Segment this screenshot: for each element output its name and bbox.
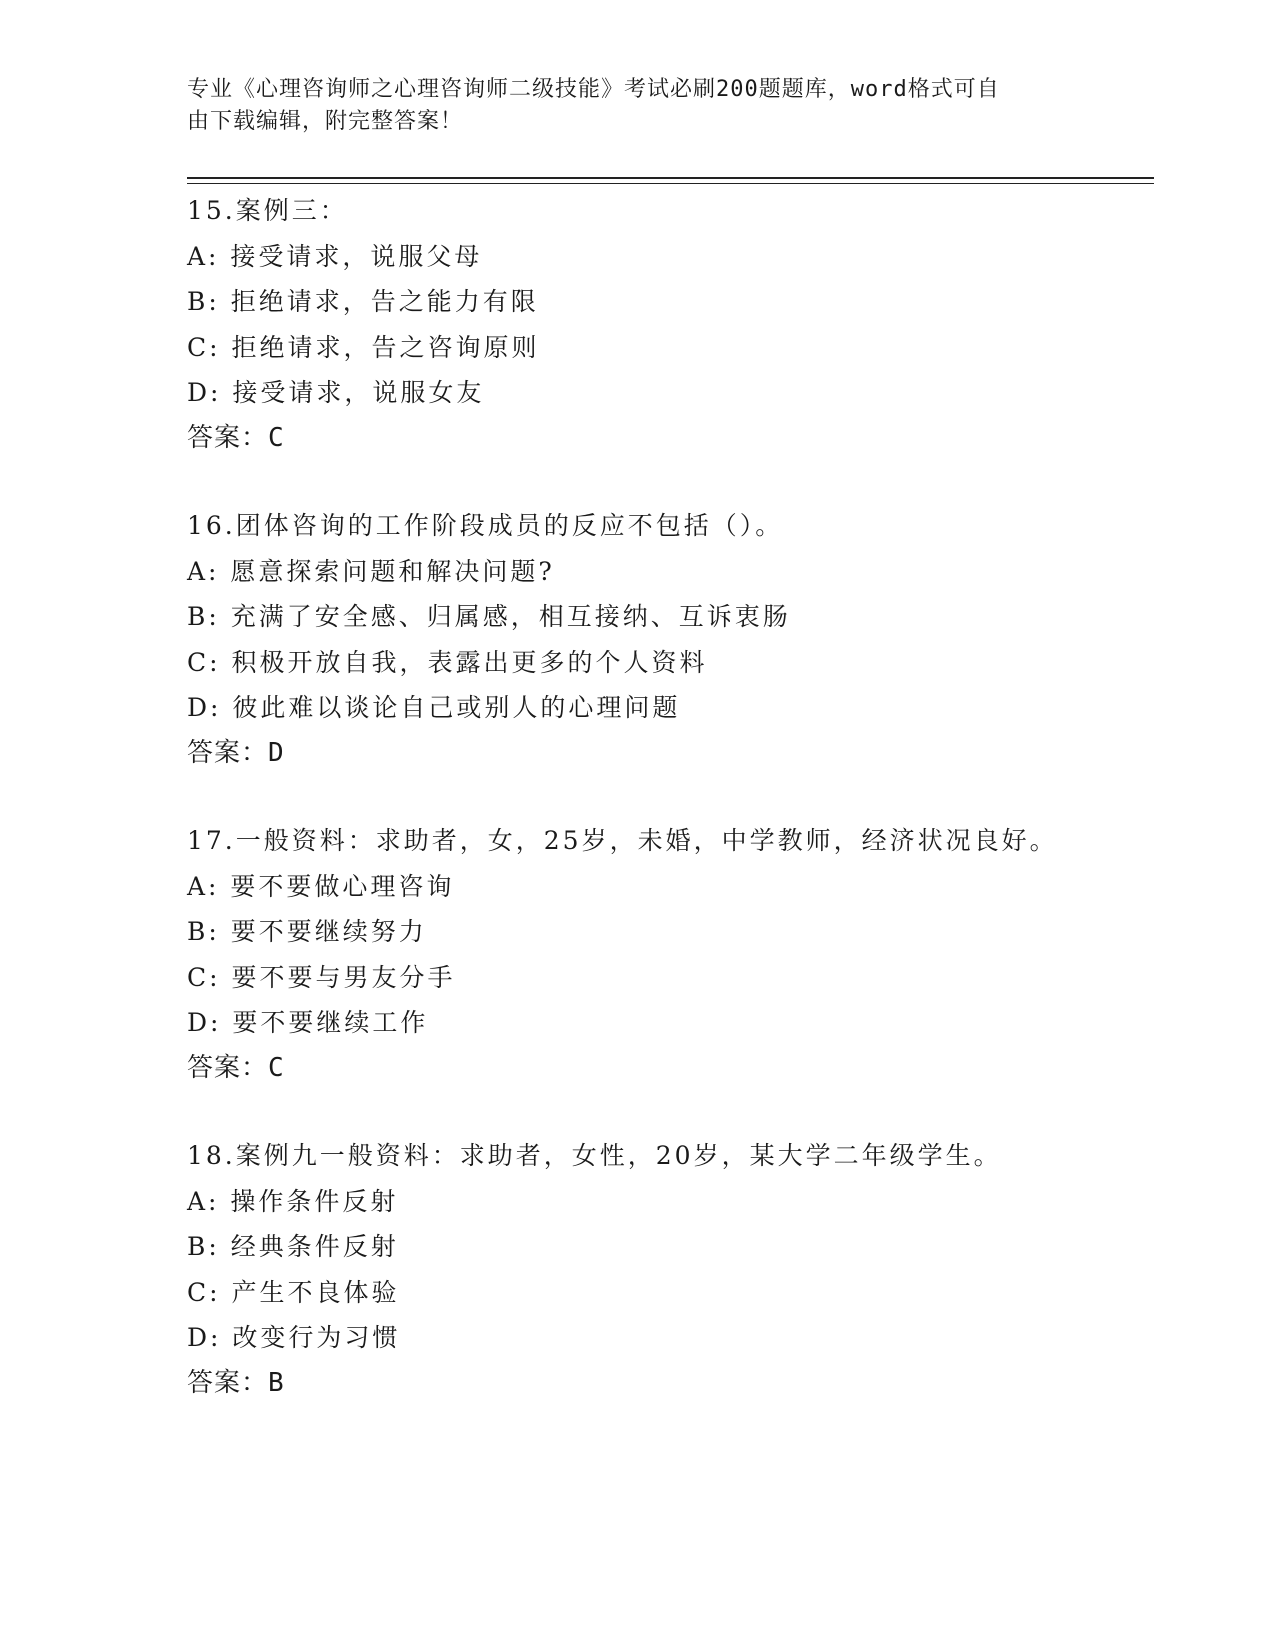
option-b: B: 拒绝请求，告之能力有限 [187,287,539,316]
option-c: C: 积极开放自我，表露出更多的个人资料 [187,647,708,677]
option-c: C: 产生不良体验 [187,1277,400,1307]
option-c: C: 要不要与男友分手 [187,962,456,992]
option-a: A: 操作条件反射 [187,1186,399,1216]
answer-line: 答案：C [187,422,285,453]
option-b: B: 经典条件反射 [187,1232,399,1261]
answer-line: 答案：B [187,1367,285,1398]
option-a: A: 要不要做心理咨询 [187,871,455,901]
option-b: B: 充满了安全感、归属感，相互接纳、互诉衷肠 [187,602,791,631]
question-stem: 18.案例九一般资料：求助者，女性，20岁，某大学二年级学生。 [187,1141,1002,1170]
option-d: D: 接受请求，说服女友 [187,378,485,407]
header-title-line-2: 由下载编辑，附完整答案！ [187,109,464,134]
header-divider-thick [187,177,1154,179]
question-stem: 15.案例三： [187,196,348,225]
option-a: A: 接受请求，说服父母 [187,241,483,271]
option-d: D: 彼此难以谈论自己或别人的心理问题 [187,693,681,722]
header-title-line-1: 专业《心理咨询师之心理咨询师二级技能》考试必刷200题题库，word格式可自 [187,77,1000,102]
question-17 [187,818,1154,1091]
question-18 [187,1133,1154,1406]
question-16 [187,503,1154,776]
document-header [187,74,1067,138]
question-stem: 16.团体咨询的工作阶段成员的反应不包括（）。 [187,511,784,540]
option-d: D: 要不要继续工作 [187,1008,429,1037]
question-stem: 17.一般资料：求助者，女，25岁，未婚，中学教师，经济状况良好。 [187,826,1058,855]
option-c: C: 拒绝请求，告之咨询原则 [187,332,540,362]
option-b: B: 要不要继续努力 [187,917,427,946]
option-d: D: 改变行为习惯 [187,1323,401,1352]
question-list [187,188,1154,1448]
option-a: A: 愿意探索问题和解决问题? [187,556,555,586]
header-divider-thin [187,183,1154,184]
answer-line: 答案：C [187,1052,285,1083]
question-15 [187,188,1154,461]
answer-line: 答案：D [187,737,285,768]
